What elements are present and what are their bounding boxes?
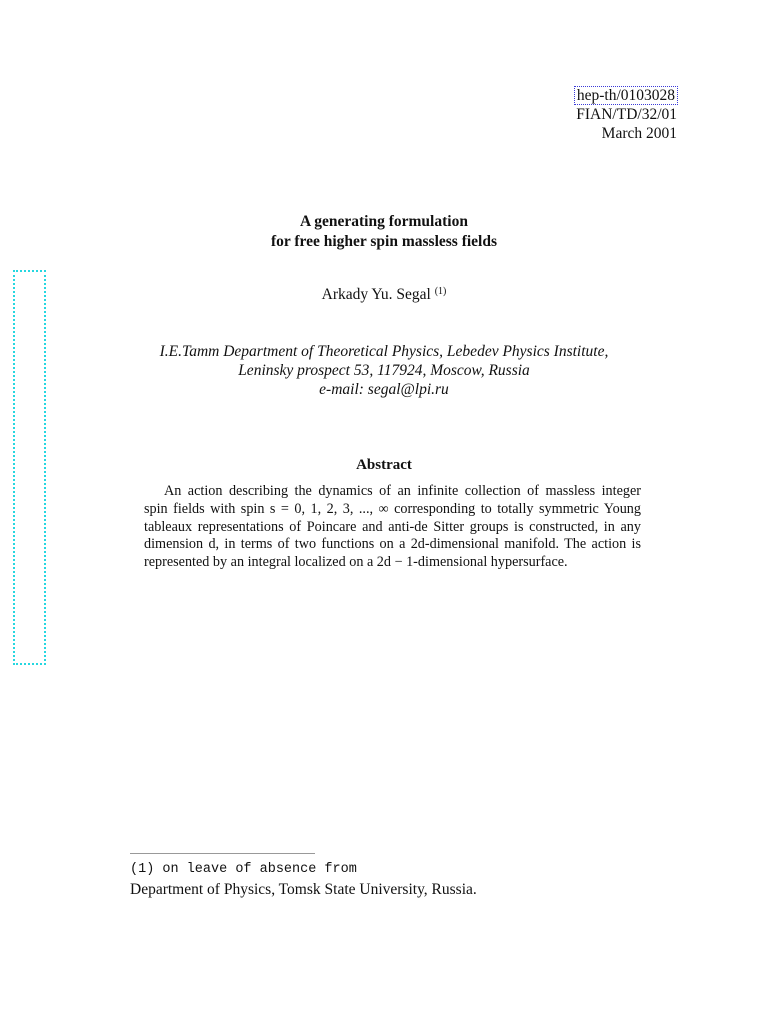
abstract-line: dimension d, in terms of two functions on a 2d-dimensional manifold. The action is xyxy=(144,536,641,553)
preprint-identifiers xyxy=(575,86,677,143)
preprint-date: March 2001 xyxy=(601,125,677,142)
report-number: FIAN/TD/32/01 xyxy=(576,106,677,123)
abstract-heading: Abstract xyxy=(356,457,412,473)
abstract-line: represented by an integral localized on a 2d − 1-dimensional hypersurface. xyxy=(144,554,568,571)
title-line-1: A generating formulation xyxy=(300,213,468,230)
author-name: Arkady Yu. Segal xyxy=(321,286,431,303)
footnote-line-1: (1) on leave of absence from xyxy=(130,862,357,877)
paper-title xyxy=(0,212,768,252)
abstract-line: An action describing the dynamics of an infinite collection of massless integer xyxy=(164,483,641,499)
affiliation-line-2: Leninsky prospect 53, 117924, Moscow, Russia xyxy=(238,362,530,379)
title-line-2: for free higher spin massless fields xyxy=(270,233,498,250)
abstract-body xyxy=(144,483,641,572)
author-footnote-mark: (1) xyxy=(434,286,447,297)
abstract-line: spin fields with spin s = 0, 1, 2, 3, ..., ∞ corresponding to totally symmetric Young xyxy=(144,500,641,517)
affiliation-email: e-mail: segal@lpi.ru xyxy=(319,381,449,398)
author xyxy=(0,286,768,304)
footnote-rule xyxy=(130,853,315,854)
footnote-line-2: Department of Physics, Tomsk State University, Russia. xyxy=(130,881,477,898)
arxiv-id-link[interactable]: hep-th/0103028 xyxy=(576,87,675,104)
abstract-line: tableaux representations of Poincare and anti-de Sitter groups is constructed, in any xyxy=(144,518,641,535)
affiliation-line-1: I.E.Tamm Department of Theoretical Physics, Lebedev Physics Institute, xyxy=(159,343,609,360)
affiliation xyxy=(0,342,768,399)
